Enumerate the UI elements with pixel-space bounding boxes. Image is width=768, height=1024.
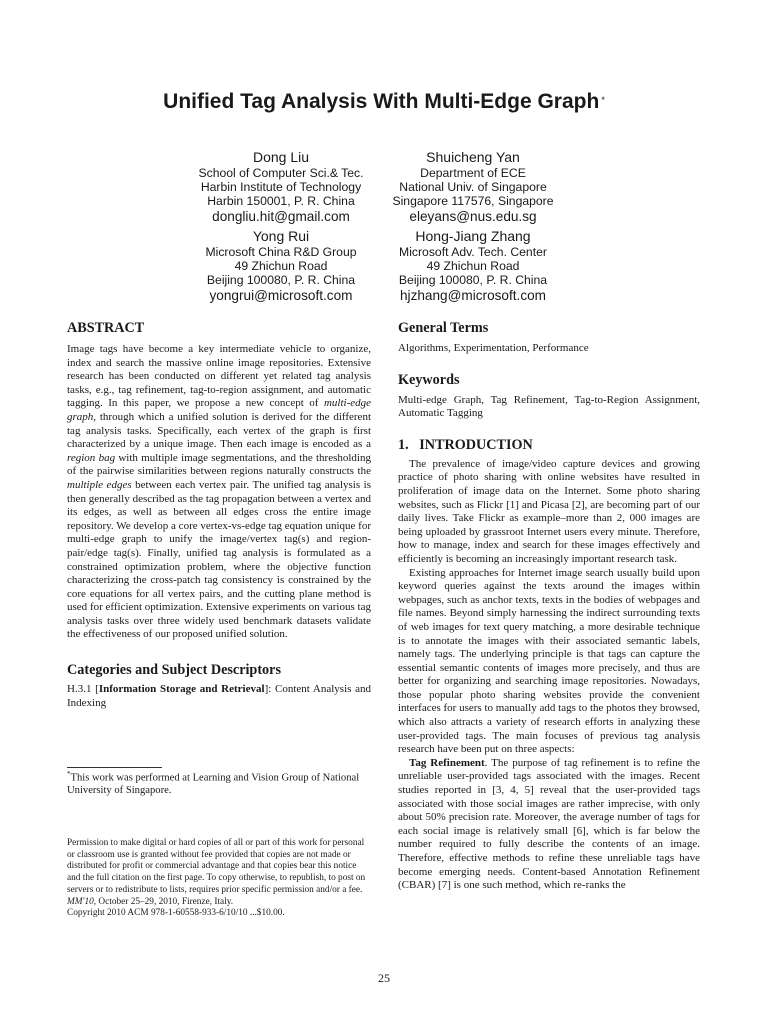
- author-block: [378, 228, 568, 304]
- author-block: [176, 149, 386, 225]
- intro-paragraph: Existing approaches for Internet image search usually build upon keyword queries against the texts around the images within webpages, such as anchor texts, texts in the bodies of webpages and file names. Beyond simply harnessing the indirect surrounding texts of web images for text query matching, a more desirable technique is to annotate the images with their associated semantic labels, namely tags. The underlying principle is that tags can capture the essential semantic contents of images more precisely, and thus are better for organizing and searching image repositories. Nowadays, those popular photo sharing websites provide the convenient interfaces for users to manually add tags to the photos they browsed, which also attracts a variety of research efforts in analyzing these user-provided tags. The main focuses of previous tag analysis research have been put on three aspects:: [398, 566, 700, 756]
- left-column: [67, 319, 371, 710]
- page-number: 25: [378, 971, 390, 985]
- author-email: hjzhang@microsoft.com: [399, 288, 546, 303]
- general-terms-text: Algorithms, Experimentation, Performance: [398, 342, 589, 354]
- conference-line: MM'10, October 25–29, 2010, Firenze, Italy.: [67, 896, 234, 907]
- author-affiliation: Microsoft Adv. Tech. Center: [399, 245, 547, 259]
- title-text: Unified Tag Analysis With Multi-Edge Graph: [163, 90, 600, 113]
- author-name: Dong Liu: [252, 149, 310, 165]
- introduction-heading: 1. INTRODUCTION: [398, 436, 533, 453]
- author-affiliation: Department of ECE: [420, 166, 526, 180]
- right-column: [398, 319, 700, 893]
- author-affiliation: Harbin 150001, P. R. China: [207, 194, 355, 208]
- keywords-heading: Keywords: [398, 371, 460, 388]
- categories-text: H.3.1 [Information Storage and Retrieval]: Content Analysis and Indexing: [67, 683, 372, 709]
- categories-heading: Categories and Subject Descriptors: [67, 662, 281, 679]
- author-name: Hong-Jiang Zhang: [415, 228, 531, 244]
- author-affiliation: Singapore 117576, Singapore: [392, 194, 554, 208]
- author-affiliation: National Univ. of Singapore: [399, 180, 547, 194]
- footnote-mark: *: [67, 770, 71, 778]
- author-email: yongrui@microsoft.com: [209, 288, 353, 303]
- intro-paragraph: The prevalence of image/video capture devices and growing practice of photo sharing with online websites have resulted in proliferation of image data on the Internet. Some photo sharing websites, such as Flickr [1] and Picasa [2], are becoming part of our daily lives. Take Flickr as example–more than 2, 000 images are being uploaded by grassroot Internet users every minute. Therefore, how to manage, index and search for these images effectively and efficiently is becoming an increasingly important research task.: [398, 457, 700, 565]
- author-affiliation: 49 Zhichun Road: [234, 259, 328, 273]
- intro-paragraph: Tag Refinement. The purpose of tag refinement is to refine the unreliable user-provided tags associated with the images. Recent studies reported in [3, 4, 5] reveal that the user-provided tags associated with those social images are rather imprecise, with only about 50% precision rate. Moreover, the average number of tags for each social image is relatively small [6], which is far below the number required to fully describe the contents of an image. Therefore, effective methods to refine these unreliable tags have become emerging needs. Content-based Annotation Refinement (CBAR) [7] is one such method, which re-ranks the: [398, 756, 701, 892]
- author-email: dongliu.hit@gmail.com: [212, 209, 350, 224]
- footnote-text: This work was performed at Learning and Vision Group of National University of Singapore.: [67, 772, 360, 797]
- copyright-line: Copyright 2010 ACM 978-1-60558-933-6/10/10 ...$10.00.: [67, 908, 285, 919]
- footnote: [67, 768, 371, 798]
- abstract-heading: ABSTRACT: [67, 320, 145, 336]
- author-name: Yong Rui: [252, 228, 310, 244]
- paper-title: [0, 89, 768, 115]
- title-footnote-mark: *: [601, 95, 605, 105]
- author-email: eleyans@nus.edu.sg: [409, 209, 537, 224]
- author-affiliation: School of Computer Sci.& Tec.: [198, 166, 364, 180]
- abstract-text: Image tags have become a key intermediate vehicle to organize, index and search the massive online image repositories. Extensive research has been conducted on different yet related tag analysis tasks, e.g., tag refinement, tag-to-region assignment, and automatic tagging. In this paper, we propose a new concept of multi-edge graph, through which a unified solution is derived for the different tag analysis tasks. Specifically, each vertex of the graph is first characterized by a unique image. Then each image is encoded as a region bag with multiple image segmentations, and the thresholding of the pairwise similarities between regions naturally constructs the multiple edges between each vertex pair. The unified tag analysis is then generally described as the tag propagation between a vertex and its edges, as well as between all edges cross the entire image repository. We develop a core vertex-vs-edge tag equation unique for multi-edge graph to unify the image/vertex tag(s) and region-pair/edge tag(s). Finally, unified tag analysis is formulated as a constrained optimization problem, where the objective function characterizing the cross-patch tag consistency is constrained by the core equations for all vertex pairs, and the cutting plane method is used for efficient optimization. Extensive experiments on various tag analysis tasks over three widely used benchmark datasets validate the effectiveness of our proposed unified solution.: [67, 343, 371, 641]
- author-block: [373, 149, 573, 225]
- author-affiliation: Beijing 100080, P. R. China: [206, 273, 356, 287]
- keywords-text: Multi-edge Graph, Tag Refinement, Tag-to-Region Assignment, Automatic Tagging: [398, 393, 700, 420]
- general-terms-heading: General Terms: [398, 320, 489, 336]
- author-block: [186, 228, 376, 304]
- author-affiliation: Harbin Institute of Technology: [200, 180, 362, 194]
- author-affiliation: Beijing 100080, P. R. China: [398, 273, 548, 287]
- permission-text: Permission to make digital or hard copies of all or part of this work for personal or classroom use is granted without fee provided that copies are not made or distributed for profit or commercial advantage and that copies bear this notice and the full citation on the first page. To copy otherwise, to republish, to post on servers or to redistribute to lists, requires prior specific permission and/or a fee.: [67, 838, 366, 895]
- author-affiliation: Microsoft China R&D Group: [205, 245, 357, 259]
- author-affiliation: 49 Zhichun Road: [426, 259, 520, 273]
- permission-notice: [67, 838, 371, 920]
- author-name: Shuicheng Yan: [426, 149, 520, 165]
